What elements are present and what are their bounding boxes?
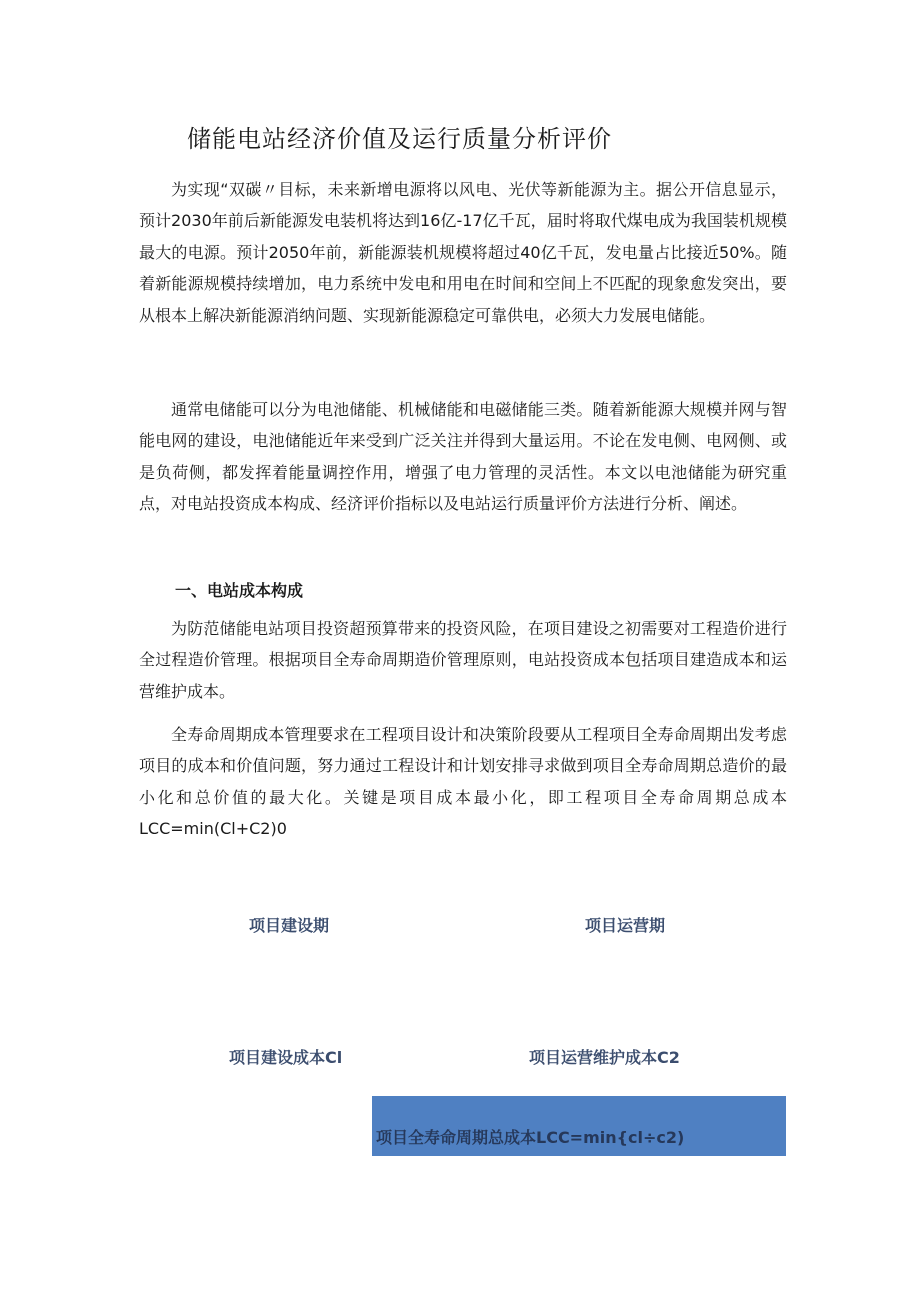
operation-period-label: 项目运营期 [585,916,666,935]
paragraph-storage-types: 通常电储能可以分为电池储能、机械储能和电磁储能三类。随着新能源大规模并网与智能电网的建设，电池储能近年来受到广泛关注并得到大量运用。不论在发电侧、电网侧、或是负荷侧，都发挥着能量调控作用，增强了电力管理的灵活性。本文以电池储能为研究重点，对电站投资成本构成、经济评价指标以及电站运行质量评价方法进行分析、阐述。 [139,400,787,514]
construction-period-label: 项目建设期 [249,916,330,935]
paragraph-cost-management: 为防范储能电站项目投资超预算带来的投资风险，在项目建设之初需要对工程造价进行全过程造价管理。根据项目全寿命周期造价管理原则，电站投资成本包括项目建造成本和运营维护成本。 [139,619,787,701]
document-title: 储能电站经济价值及运行质量分析评价 [187,125,612,153]
total-cost-box [372,1096,786,1156]
total-cost-label: 项目全寿命周期总成本LCC=min{cl÷c2) [376,1128,685,1147]
paragraph-lifecycle-cost: 全寿命周期成本管理要求在工程项目设计和决策阶段要从工程项目全寿命周期出发考虑项目的成本和价值问题，努力通过工程设计和计划安排寻求做到项目全寿命周期总造价的最小化和总价值的最大化。关键是项目成本最小化，即工程项目全寿命周期总成本LCC=min(Cl+C2)0 [139,725,787,839]
operation-cost-label: 项目运营维护成本C2 [529,1048,680,1067]
construction-cost-label: 项目建设成本Cl [229,1048,343,1067]
paragraph-intro: 为实现“双碳〃目标，未来新增电源将以风电、光伏等新能源为主。据公开信息显示，预计2030年前后新能源发电装机将达到16亿-17亿千瓦，届时将取代煤电成为我国装机规模最大的电源。预计2050年前，新能源装机规模将超过40亿千瓦，发电量占比接近50%。随着新能源规模持续增加，电力系统中发电和用电在时间和空间上不匹配的现象愈发突出，要从根本上解决新能源消纳问题、实现新能源稳定可靠供电，必须大力发展电储能。 [139,180,787,325]
section-heading-cost-structure: 一、电站成本构成 [175,581,304,600]
